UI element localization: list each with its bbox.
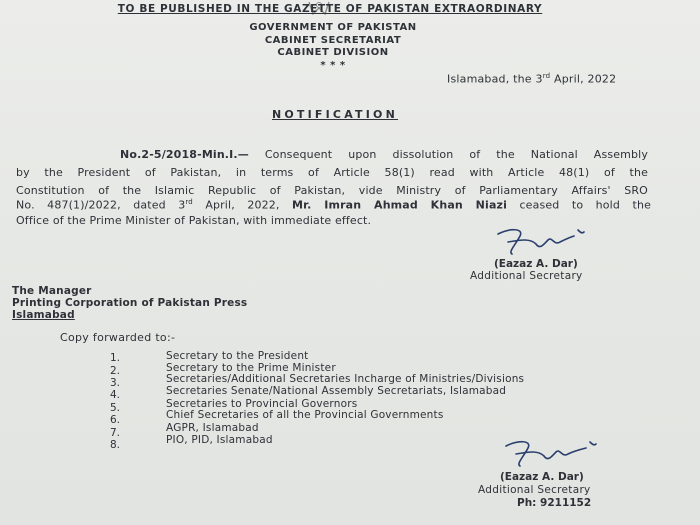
list-item-number: 2. xyxy=(110,365,121,377)
gazette-heading: TO BE PUBLISHED IN THE GAZETTE OF PAKISTAN EXTRAORDINARY xyxy=(117,3,543,15)
secretariat-line: CABINET SECRETARIAT xyxy=(264,34,402,46)
addressee-line: The Manager xyxy=(12,285,92,297)
body-text: April, 2022, xyxy=(192,198,293,212)
list-item-number: 1. xyxy=(110,352,121,364)
division-line: CABINET DIVISION xyxy=(277,47,389,58)
list-item-number: 8. xyxy=(110,439,121,451)
body-line-1 xyxy=(120,148,648,161)
body-line-2: by the President of Pakistan, in terms of Article 58(1) read with Article 48(1) of the xyxy=(16,166,648,179)
list-item: Chief Secretaries of all the Provincial Governments xyxy=(166,409,444,421)
list-item-number: 3. xyxy=(110,377,121,389)
date-ordinal: rd xyxy=(542,72,551,80)
list-item: Secretaries/Additional Secretaries Incharge of Ministries/Divisions xyxy=(166,373,525,385)
list-item-number: 7. xyxy=(110,427,121,439)
body-text: No. 487(1)/2022, dated 3 xyxy=(16,198,186,212)
issuing-authority xyxy=(0,22,666,72)
addressee-city: Islamabad xyxy=(12,309,75,321)
date-ordinal: rd xyxy=(185,198,193,206)
signatory-title: Additional Secretary xyxy=(478,484,591,496)
person-name: Mr. Imran Ahmad Khan Niazi xyxy=(292,198,508,212)
date-suffix: April, 2022 xyxy=(550,72,617,86)
list-item: PIO, PID, Islamabad xyxy=(166,434,273,446)
addressee-line: Printing Corporation of Pakistan Press xyxy=(12,297,248,309)
list-item: Secretaries to Provincial Governors xyxy=(166,398,358,410)
list-item: Secretary to the President xyxy=(166,350,309,362)
signature-scribble-icon xyxy=(490,222,590,258)
reference-number: No.2-5/2018-Min.I.— xyxy=(120,148,249,161)
signatory-name: (Eazaz A. Dar) xyxy=(500,471,584,483)
body-line-4 xyxy=(16,198,651,212)
stars-divider: * * * xyxy=(320,59,346,71)
copy-forwarded-label: Copy forwarded to:- xyxy=(60,331,176,344)
notification-title: NOTIFICATION xyxy=(271,108,399,121)
body-text: Consequent upon dissolution of the National Assembly xyxy=(248,148,648,161)
signature-scribble-icon xyxy=(500,436,600,470)
list-item-number: 6. xyxy=(110,414,121,426)
body-text: ceased to hold the xyxy=(507,198,651,212)
body-line-5: Office of the Prime Minister of Pakistan, with immediate effect. xyxy=(16,214,372,227)
list-item-number: 5. xyxy=(110,402,121,414)
list-item: Secretaries Senate/National Assembly Secretariats, Islamabad xyxy=(166,385,507,397)
issue-date xyxy=(447,72,616,86)
signatory-title: Additional Secretary xyxy=(470,270,583,282)
phone-number: Ph: 9211152 xyxy=(517,497,592,509)
list-item: Secretary to the Prime Minister xyxy=(166,362,336,374)
govt-line: GOVERNMENT OF PAKISTAN xyxy=(249,22,417,33)
list-item-number: 4. xyxy=(110,389,121,401)
date-prefix: Islamabad, the 3 xyxy=(447,72,543,86)
body-line-3: Constitution of the Islamic Republic of Pakistan, vide Ministry of Parliamentary Affairs' SRO xyxy=(16,184,648,197)
signatory-name: (Eazaz A. Dar) xyxy=(494,258,578,270)
list-item: AGPR, Islamabad xyxy=(166,422,259,434)
